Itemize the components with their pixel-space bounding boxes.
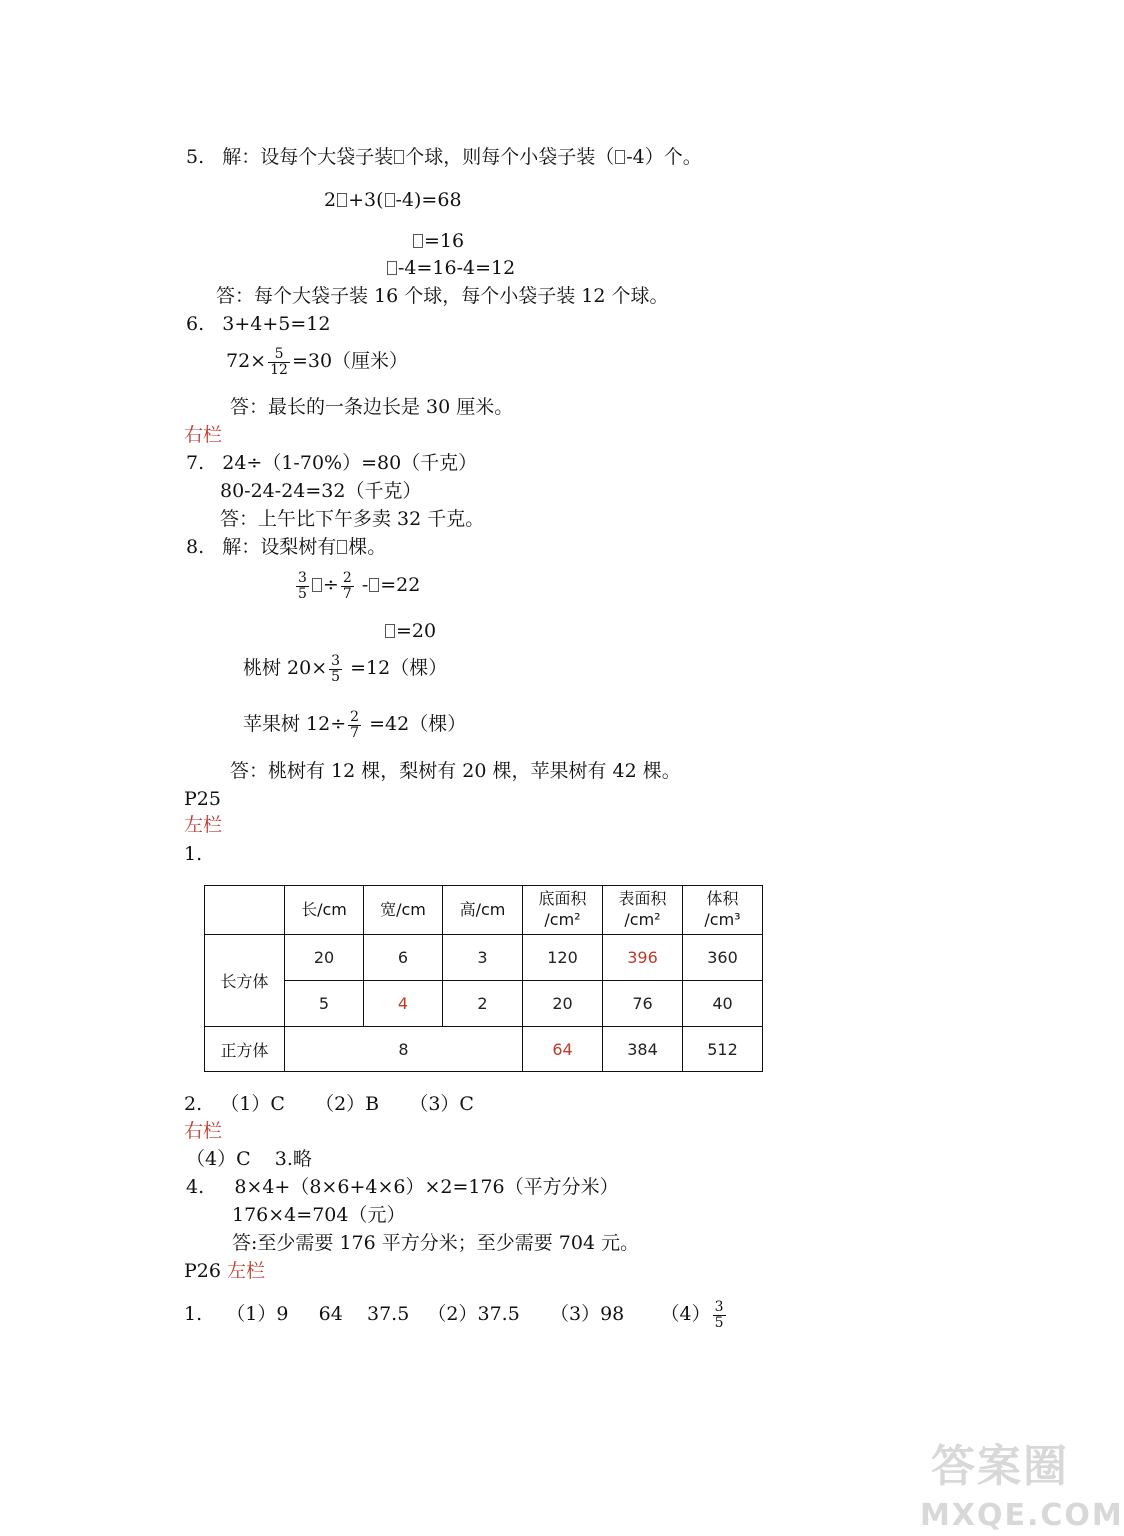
q8-apple-pre: 苹果树 12÷	[243, 713, 347, 736]
table-cell: 5	[285, 981, 364, 1027]
fraction	[296, 571, 309, 601]
table-cell: 6	[364, 935, 443, 981]
q5-intro-pre: 5. 解：设每个大袋子装	[186, 146, 394, 168]
q8-apple	[243, 710, 466, 740]
fraction-numerator: 3	[298, 570, 307, 586]
table-cell-answer: 4	[364, 981, 443, 1027]
unknown-box	[312, 578, 322, 592]
q8-peach	[243, 654, 447, 684]
q7-line-1: 7. 24÷（1-70%）=80（千克）	[186, 452, 478, 474]
table-corner-cell	[205, 886, 285, 935]
minus-sign: -	[361, 574, 369, 597]
header-volume: 体积 /cm³	[683, 886, 763, 935]
header-length: 长/cm	[285, 886, 364, 935]
q8-intro-post: 棵。	[348, 536, 387, 558]
unknown-box	[413, 234, 423, 248]
fraction-denominator: 5	[331, 668, 341, 685]
q6-line-1: 6. 3+4+5=12	[186, 313, 331, 335]
watermark-domain: MXQE.COM	[920, 1498, 1124, 1533]
fraction-denominator: 5	[298, 585, 307, 602]
p26-q1	[184, 1300, 728, 1330]
unknown-box	[394, 150, 404, 164]
page-label-p26	[184, 1262, 265, 1281]
unknown-box	[615, 150, 625, 164]
table-cell: 40	[683, 981, 763, 1027]
q8-equation-2	[384, 622, 436, 641]
q8-eq2-text: =20	[396, 620, 437, 642]
q6-calc-post: =30（厘米）	[291, 350, 409, 373]
q8-intro-pre: 8. 解：设梨树有	[186, 536, 337, 558]
fraction	[329, 654, 342, 684]
q2-answers: 2. （1）C （2）B （3）C	[184, 1093, 474, 1115]
section-label-left-column: 左栏	[184, 814, 223, 836]
q5-eq3-text: -4=16-4=12	[398, 257, 516, 279]
table-header-row	[205, 886, 763, 935]
table-cell: 76	[603, 981, 683, 1027]
fraction	[268, 347, 290, 377]
row-label-cube: 正方体	[205, 1027, 285, 1072]
q4-line-2: 176×4=704（元）	[232, 1204, 406, 1226]
q4-answer: 答:至少需要 176 平方分米；至少需要 704 元。	[232, 1232, 640, 1254]
q8-intro	[186, 538, 386, 557]
watermark-text: 答案圈	[931, 1441, 1069, 1492]
table-cell: 512	[683, 1027, 763, 1072]
q6-answer: 答：最长的一条边长是 30 厘米。	[230, 396, 514, 418]
table-cell: 20	[285, 935, 364, 981]
unknown-box	[385, 193, 395, 207]
fraction-numerator: 5	[268, 347, 290, 363]
q5-equation-1	[324, 191, 462, 210]
table-cell-answer: 64	[523, 1027, 603, 1072]
p26-q1-text: 1. （1）9 64 37.5 （2）37.5 （3）98 （4）	[184, 1303, 711, 1326]
solids-table	[204, 885, 763, 1072]
q5-intro	[186, 148, 702, 167]
header-height: 高/cm	[443, 886, 523, 935]
fraction	[341, 571, 354, 601]
fraction-numerator: 2	[342, 570, 352, 586]
q3-answers: （4）C 3.略	[186, 1148, 312, 1170]
header-width: 宽/cm	[364, 886, 443, 935]
divide-sign: ÷	[322, 574, 339, 597]
fraction	[348, 710, 361, 740]
q8-eq1-end: =22	[380, 574, 421, 597]
unknown-box	[337, 193, 347, 207]
fraction-numerator: 3	[714, 1299, 724, 1315]
q5-eq1-b: +3(	[348, 189, 384, 211]
q5-equation-2	[412, 232, 464, 251]
fraction-denominator: 7	[350, 724, 360, 741]
q8-peach-post: =12（棵）	[350, 657, 448, 680]
table-cell: 2	[443, 981, 523, 1027]
section-label-right-column-2: 右栏	[184, 1120, 223, 1142]
page-number: P26	[184, 1260, 221, 1282]
table-cell-edge: 8	[285, 1027, 523, 1072]
page-label-p25: P25	[184, 788, 221, 810]
unknown-box	[337, 540, 347, 554]
q5-eq1-a: 2	[324, 189, 337, 211]
table-cell: 3	[443, 935, 523, 981]
q7-answer: 答：上午比下午多卖 32 千克。	[220, 508, 485, 530]
q6-calc	[226, 347, 408, 377]
q6-calc-pre: 72×	[226, 350, 267, 373]
table-row	[205, 981, 763, 1027]
header-base-area: 底面积 /cm²	[523, 886, 603, 935]
table-cell: 384	[603, 1027, 683, 1072]
q5-intro-post: -4）个。	[626, 146, 702, 168]
table-cell-answer: 396	[603, 935, 683, 981]
section-label-right-column: 右栏	[184, 424, 223, 446]
q8-peach-pre: 桃树 20×	[243, 657, 328, 680]
table-row	[205, 1027, 763, 1072]
fraction-denominator: 12	[270, 361, 288, 378]
q5-eq2-text: =16	[424, 230, 465, 252]
q5-eq1-c: -4)=68	[395, 189, 462, 211]
q4-line-1: 4. 8×4+（8×6+4×6）×2=176（平方分米）	[186, 1176, 619, 1198]
table-row	[205, 935, 763, 981]
q8-equation-1	[294, 571, 420, 601]
section-label-left-column: 左栏	[227, 1260, 266, 1282]
fraction	[713, 1300, 726, 1330]
header-surface-area: 表面积 /cm²	[603, 886, 683, 935]
fraction-numerator: 3	[331, 653, 341, 669]
table-cell: 20	[523, 981, 603, 1027]
q5-equation-3	[386, 259, 515, 278]
table-cell: 120	[523, 935, 603, 981]
row-label-cuboid: 长方体	[205, 935, 285, 1027]
q7-line-2: 80-24-24=32（千克）	[220, 480, 422, 502]
unknown-box	[369, 578, 379, 592]
unknown-box	[387, 261, 397, 275]
q8-answer: 答：桃树有 12 棵，梨树有 20 棵，苹果树有 42 棵。	[230, 760, 681, 782]
q5-intro-mid: 个球，则每个小袋子装（	[405, 146, 615, 168]
q1-label: 1.	[184, 843, 203, 865]
watermark-logo	[920, 1430, 1124, 1533]
q8-apple-post: =42（棵）	[369, 713, 467, 736]
table-cell: 360	[683, 935, 763, 981]
fraction-denominator: 5	[714, 1314, 724, 1331]
unknown-box	[385, 624, 395, 638]
fraction-numerator: 2	[350, 709, 360, 725]
q5-answer: 答：每个大袋子装 16 个球，每个小袋子装 12 个球。	[216, 285, 669, 307]
fraction-denominator: 7	[342, 585, 352, 602]
